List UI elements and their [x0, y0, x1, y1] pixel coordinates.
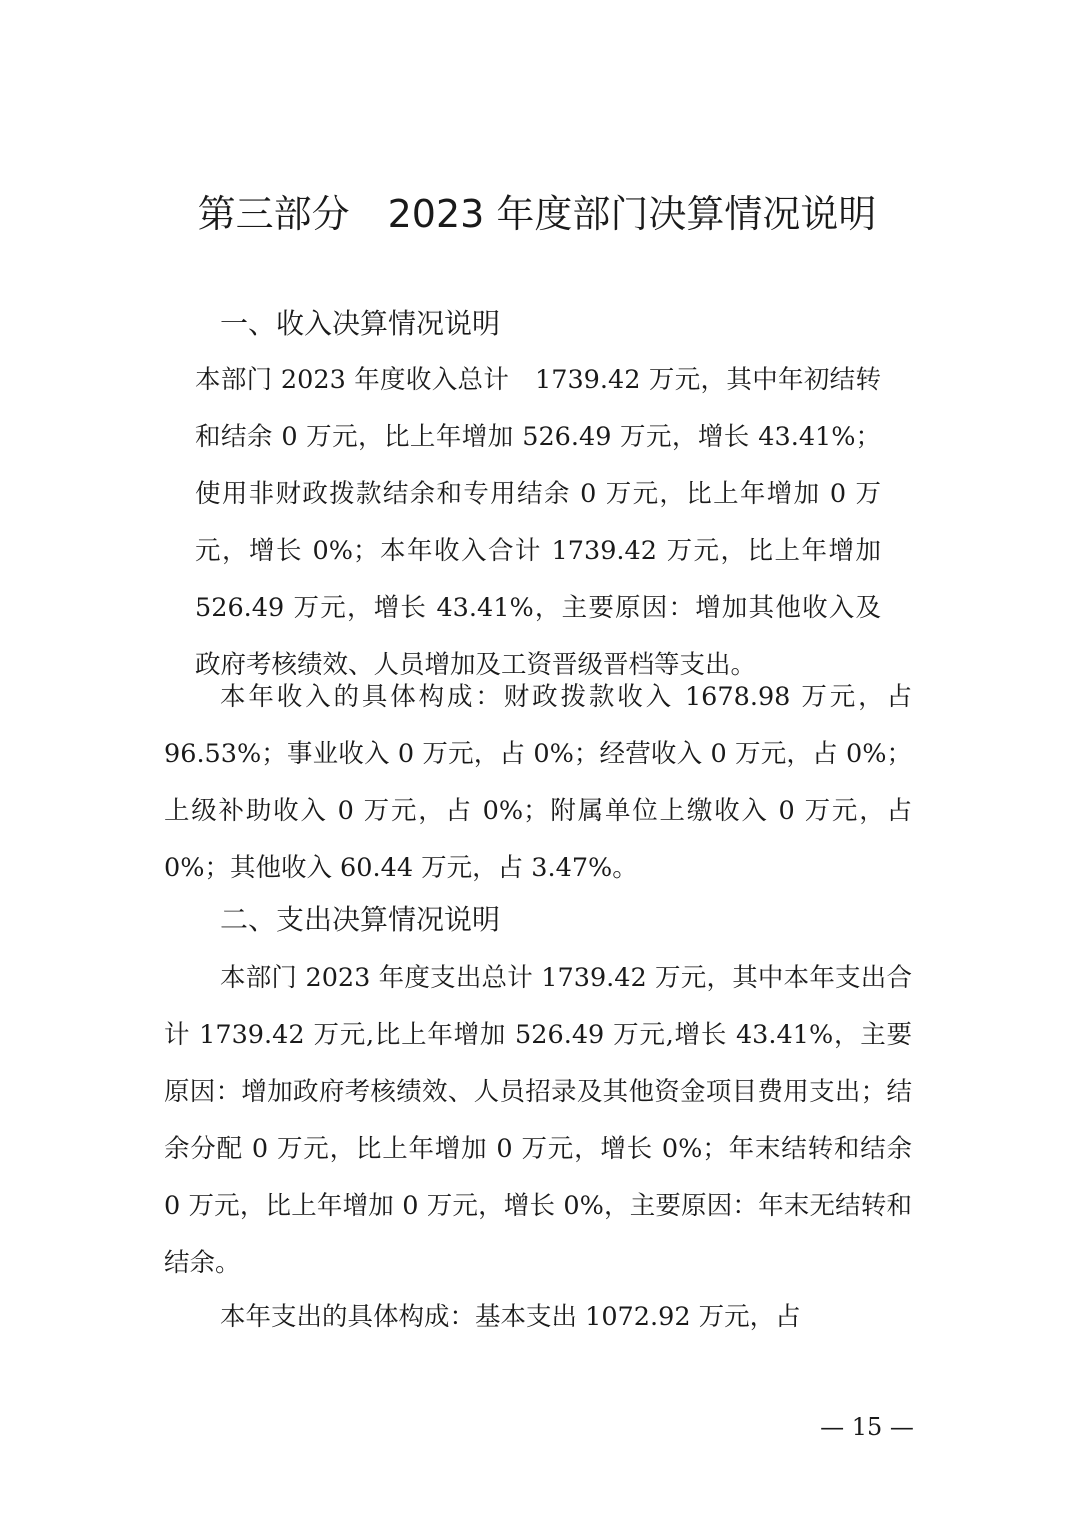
page-title: 第三部分 2023 年度部门决算情况说明	[197, 192, 877, 236]
income-summary-paragraph: 本部门 2023 年度收入总计 1739.42 万元，其中年初结转和结余 0 万元，比上年增加 526.49 万元，增长 43.41%；使用非财政拨款结余和专用结余 0 万元，比上年增加 0 万元，增长 0%；本年收入合计 1739.42 万元，比上年增加 526.49 万元，增长 43.41%，主要原因：增加其他收入及政府考核绩效、人员增加及工资晋级晋档等支出。	[195, 365, 881, 680]
expenditure-composition-paragraph: 本年支出的具体构成：基本支出 1072.92 万元，占	[220, 1302, 801, 1332]
income-composition-paragraph: 本年收入的具体构成：财政拨款收入 1678.98 万元，占 96.53%；事业收入 0 万元，占 0%；经营收入 0 万元，占 0%；上级补助收入 0 万元，占 0%；附属单位上缴收入 0 万元，占 0%；其他收入 60.44 万元，占 3.47%。	[164, 682, 912, 883]
section-heading-expenditure: 二、支出决算情况说明	[220, 903, 501, 936]
expenditure-summary-paragraph: 本部门 2023 年度支出总计 1739.42 万元，其中本年支出合计 1739.42 万元,比上年增加 526.49 万元,增长 43.41%，主要原因：增加政府考核绩效、人员招录及其他资金项目费用支出；结余分配 0 万元，比上年增加 0 万元，增长 0%；年末结转和结余 0 万元，比上年增加 0 万元，增长 0%，主要原因：年末无结转和结余。	[164, 963, 912, 1278]
page-number: — 15 —	[820, 1413, 914, 1441]
section-heading-income: 一、收入决算情况说明	[220, 307, 501, 340]
